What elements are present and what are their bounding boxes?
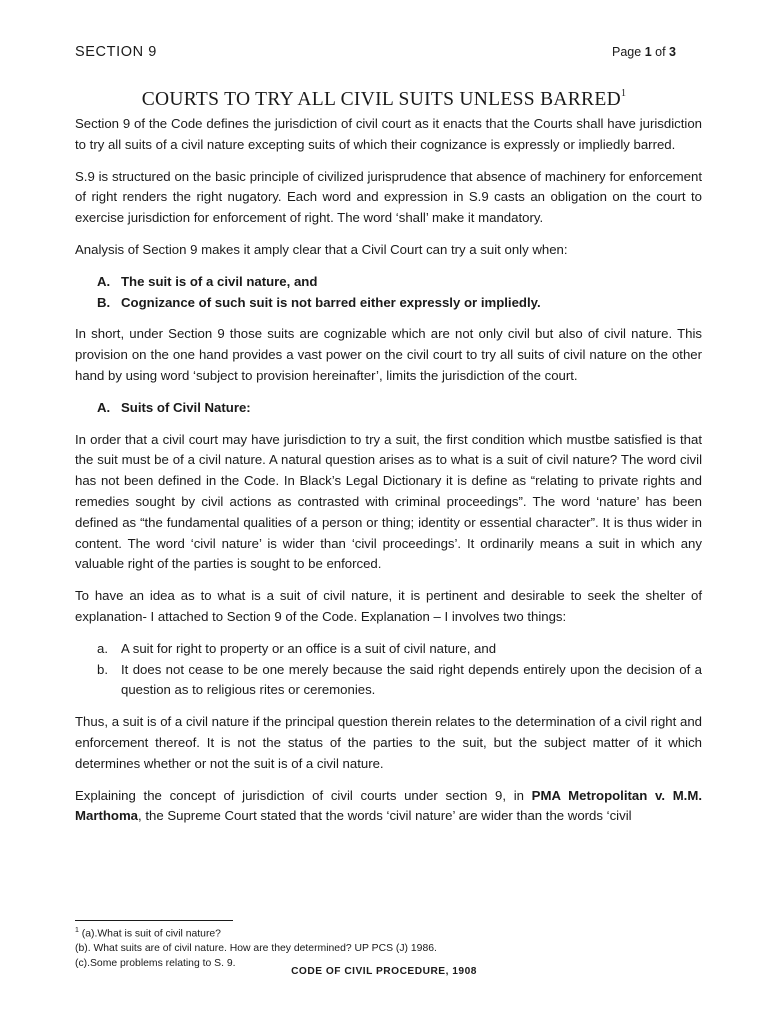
paragraph-analysis: Analysis of Section 9 makes it amply clear that a Civil Court can try a suit only when: (75, 241, 568, 257)
footnote-divider (75, 920, 233, 921)
subheading (75, 398, 702, 419)
case-name: PMA Metropolitan v. M.M. Marthoma (75, 787, 702, 824)
paragraph-definition: Section 9 of the Code defines the jurisdiction of civil court as it enacts that the Courts shall have jurisdiction to try all suits of a civil nature excepting suits of which their cognizance is expressly or impliedly barred. (75, 116, 702, 152)
case-text: , the Supreme Court stated that the words ‘civil nature’ are wider than the words ‘civil (138, 808, 632, 824)
list-item (75, 639, 702, 660)
page-indicator (612, 45, 676, 59)
paragraph-structure: S.9 is structured on the basic principle of civilized jurisprudence that absence of machinery for enforcement of right renders the right nugatory. Each word and expression in S.9 casts an obligation on the court to exercise jurisdiction for enforcement of right. The word ‘shall’ make it mandatory. (75, 168, 702, 226)
list-item-text: A suit for right to property or an office is a suit of civil nature, and (121, 640, 497, 656)
footnote-line (75, 923, 695, 941)
paragraph-summary: In short, under Section 9 those suits are cognizable which are not only civil but also of civil nature. This provision on the one hand provides a vast power on the civil court to try all suits of civil nature on the other hand by using word ‘subject to provision hereinafter’, limits the jurisdiction of the court. (75, 326, 702, 383)
list-marker: a. (97, 640, 108, 656)
list-item (75, 272, 702, 293)
explanation-list (75, 639, 702, 701)
footnotes (75, 923, 695, 971)
conditions-list (75, 272, 702, 314)
list-marker: b. (97, 661, 108, 677)
paragraph-conclusion: Thus, a suit is of a civil nature if the principal question therein relates to the determination of a civil right and enforcement thereof. It is not the status of the parties to the suit, but the subject matter of it which determines whether or not the suit is of a civil nature. (75, 714, 702, 771)
subheading-text: Suits of Civil Nature: (121, 399, 251, 415)
footnote-line: (b). What suits are of civil nature. How are they determined? UP PCS (J) 1986. (75, 943, 437, 955)
title-text: COURTS TO TRY ALL CIVIL SUITS UNLESS BARRED (141, 89, 621, 111)
list-item (75, 660, 702, 702)
section-header: SECTION 9 (75, 44, 157, 60)
footnote-line: (c).Some problems relating to S. 9. (75, 958, 236, 970)
page-footer: CODE OF CIVIL PROCEDURE, 1908 (291, 966, 477, 977)
list-marker: B. (97, 294, 111, 310)
list-marker: A. (97, 273, 111, 289)
list-item (75, 293, 702, 314)
footnote-ref: 1 (75, 927, 79, 934)
page-total: 3 (669, 45, 676, 59)
page-of: of (655, 45, 666, 59)
document-body (75, 114, 702, 838)
subheading-marker: A. (97, 399, 111, 415)
page-word: Page (612, 45, 642, 59)
paragraph-civil-nature: In order that a civil court may have jurisdiction to try a suit, the first condition which mustbe satisfied is that the suit must be of a civil nature. A natural question arises as to what is a suit of civil nature? The word civil has not been defined in the Code. In Black’s Legal Dictionary it is define as “relating to private rights and remedies sought by civil actions as contrasted with criminal proceedings”. The word ‘nature’ has been defined as “the fundamental qualities of a person or thing; identity or essential character”. It is thus wider in content. The word ‘civil nature’ is wider than ‘civil proceedings’. It ordinarily means a suit in which any valuable right of the parties is sought to be enforced. (75, 431, 702, 572)
paragraph-case-law (75, 786, 702, 828)
list-item-text: It does not cease to be one merely because the said right depends entirely upon the decision of a question as to religious rites or ceremonies. (121, 661, 702, 698)
list-item-text: Cognizance of such suit is not barred either expressly or impliedly. (121, 294, 541, 310)
footnote-text: (a).What is suit of civil nature? (78, 928, 221, 940)
paragraph-explanation-intro: To have an idea as to what is a suit of civil nature, it is pertinent and desirable to seek the shelter of explanation- I attached to Section 9 of the Code. Explanation – I involves two things: (75, 588, 702, 624)
list-item-text: The suit is of a civil nature, and (121, 273, 318, 289)
page-current: 1 (644, 45, 652, 59)
page-title (0, 89, 768, 111)
title-footnote-ref: 1 (620, 87, 627, 99)
case-intro: Explaining the concept of jurisdiction of civil courts under section 9, in (75, 787, 532, 803)
